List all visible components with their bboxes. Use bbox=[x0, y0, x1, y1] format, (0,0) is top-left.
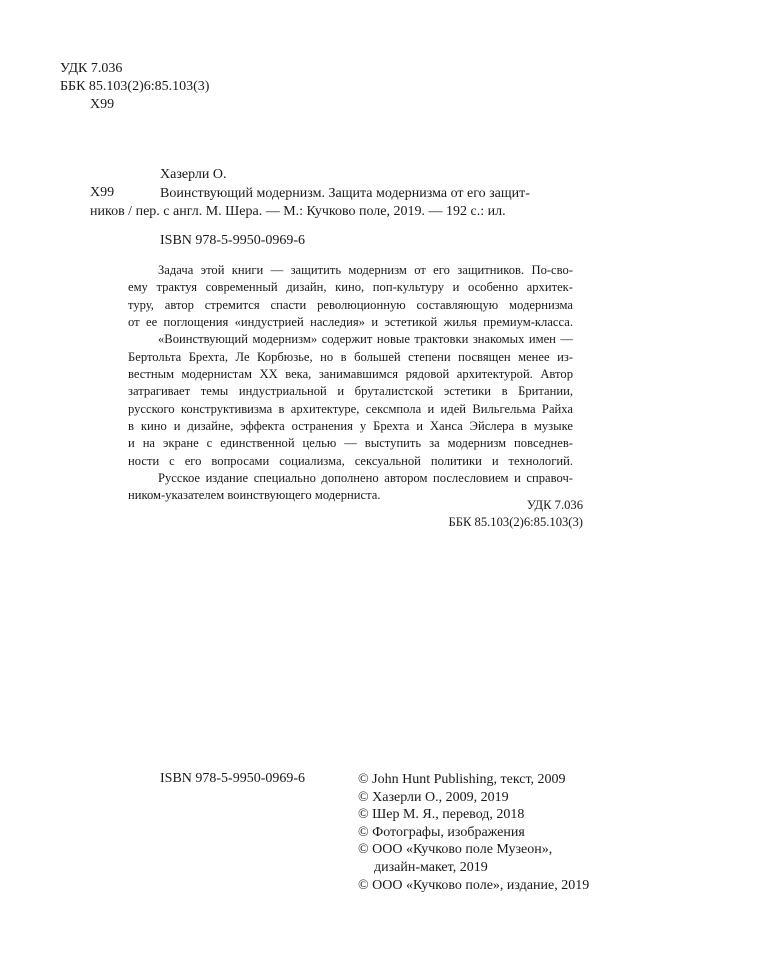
abstract-line: и на экране с единственной целью — выступить за модернизм повседнев- bbox=[128, 436, 573, 451]
abstract-line: вестным модернистам XX века, занимавшимся рядовой архитектурой. Автор bbox=[128, 367, 573, 382]
catalog-title-line-2: ников / пер. с англ. М. Шера. — М.: Кучково поле, 2019. — 192 с.: ил. bbox=[90, 204, 506, 219]
abstract-line: Бертольта Брехта, Ле Корбюзье, но в большей степени посвящен менее из- bbox=[128, 349, 573, 364]
udk-code: УДК 7.036 bbox=[60, 61, 123, 76]
bbk-code: ББК 85.103(2)6:85.103(3) bbox=[60, 79, 210, 94]
bbk-code-right: ББК 85.103(2)6:85.103(3) bbox=[448, 515, 583, 529]
abstract-line: ности с его вопросами социализма, сексуальной политики и технологий. bbox=[128, 453, 573, 468]
abstract-line: Задача этой книги — защитить модернизм от его защитников. По-сво- bbox=[158, 263, 573, 277]
abstract-paragraph bbox=[128, 262, 573, 505]
copyright-line: © ООО «Кучково поле», издание, 2019 bbox=[358, 877, 590, 893]
abstract-line: Русское издание специально дополнено автором послесловием и справоч- bbox=[158, 471, 573, 486]
author-code: Х99 bbox=[90, 97, 115, 112]
header-classification bbox=[60, 60, 209, 114]
copyright-line: © Хазерли О., 2009, 2019 bbox=[358, 789, 509, 805]
abstract-line: туру, автор стремится спасти революционную составляющую модернизма bbox=[128, 297, 573, 312]
copyright-list bbox=[358, 771, 589, 894]
abstract-line: русского конструктивизма в архитектуре, сексмпола и идей Вильгельма Райха bbox=[128, 401, 573, 416]
catalog-author: Хазерли О. bbox=[160, 167, 227, 182]
classification-right bbox=[443, 497, 583, 531]
abstract-line: затрагивает темы индустриальной и бруталистской эстетики в Британии, bbox=[128, 384, 573, 399]
catalog-isbn: ISBN 978-5-9950-0969-6 bbox=[160, 233, 306, 248]
copyright-line: © Шер М. Я., перевод, 2018 bbox=[358, 807, 525, 823]
udk-code-right: УДК 7.036 bbox=[526, 498, 583, 512]
copyright-line: © ООО «Кучково поле Музеон», bbox=[358, 842, 553, 858]
abstract-line: ником-указателем воинствующего модерниста. bbox=[128, 488, 381, 503]
copyright-line: © Фотографы, изображения bbox=[358, 824, 525, 840]
bottom-isbn: ISBN 978-5-9950-0969-6 bbox=[160, 771, 306, 786]
copyright-line: © John Hunt Publishing, текст, 2009 bbox=[358, 772, 566, 787]
abstract-line: ему трактуя современный дизайн, кино, поп-культуру и особенно архитек- bbox=[128, 280, 573, 295]
copyright-line: дизайн-макет, 2019 bbox=[374, 859, 488, 875]
abstract-line: в кино и дизайне, эффекта остранения у Брехта и Ханса Эйслера в музыке bbox=[128, 419, 573, 434]
catalog-title-line-1: Воинствующий модернизм. Защита модернизма от его защит- bbox=[160, 186, 530, 201]
catalog-author-code: Х99 bbox=[90, 185, 115, 200]
abstract-line: «Воинствующий модернизм» содержит новые трактовки знакомых имен — bbox=[158, 332, 573, 347]
abstract-line: от ее поглощения «индустрией наследия» и эстетикой жилья премиум-класса. bbox=[128, 315, 573, 330]
